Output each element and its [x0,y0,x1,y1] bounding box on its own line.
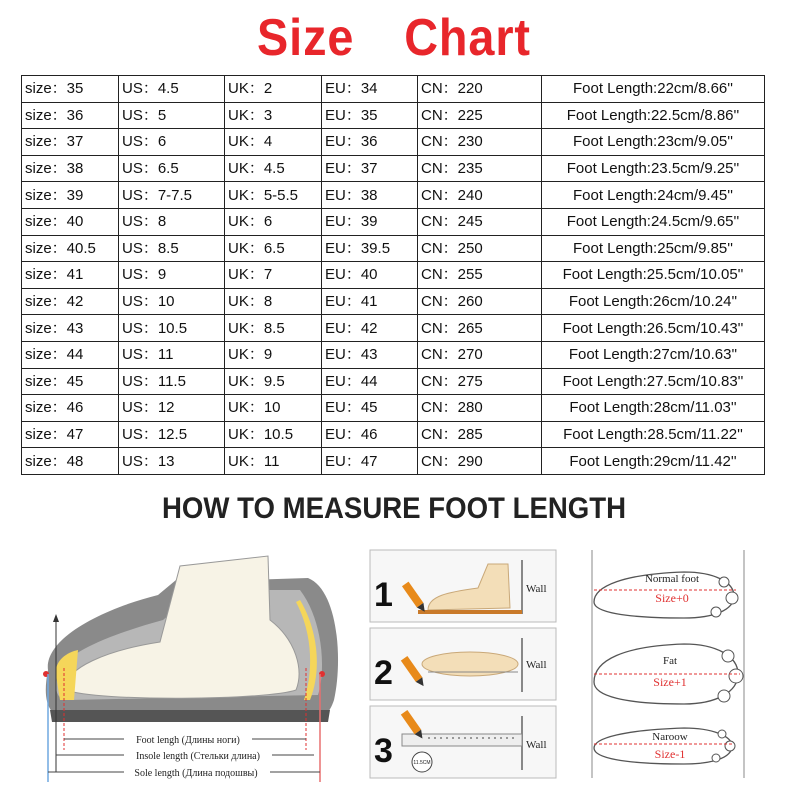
cell-uk: UK：11 [225,448,322,475]
cell-uk: UK：9.5 [225,368,322,395]
table-row [22,341,765,368]
cell-uk: UK：8.5 [225,315,322,342]
foot-type-narrow-name: Naroow [652,731,688,743]
cell-foot-length: Foot Length:25cm/9.85'' [542,235,765,262]
cell-us: US：9 [119,262,225,289]
cell-eu: EU：45 [322,395,418,422]
cell-foot-length: Foot Length:28cm/11.03'' [542,395,765,422]
cell-size: size：46 [22,395,119,422]
cell-cn: CN：240 [418,182,542,209]
cell-us: US：11.5 [119,368,225,395]
cell-us: US：6.5 [119,155,225,182]
step-3-number: 3 [374,732,393,770]
cell-eu: EU：43 [322,341,418,368]
step-2 [370,628,556,700]
cell-size: size：36 [22,102,119,129]
size-chart-title: Size Chart [257,9,531,67]
cell-us: US：10 [119,288,225,315]
cell-eu: EU：47 [322,448,418,475]
cell-us: US：12 [119,395,225,422]
cell-eu: EU：37 [322,155,418,182]
step-3-tag: 11.5CM [413,760,431,766]
cell-uk: UK：3 [225,102,322,129]
cell-eu: EU：39 [322,208,418,235]
cell-cn: CN：220 [418,76,542,103]
cell-eu: EU：39.5 [322,235,418,262]
step-1-number: 1 [374,576,393,614]
table-row [22,129,765,156]
step-2-number: 2 [374,654,393,692]
cell-us: US：12.5 [119,421,225,448]
foot-type-fat-name: Fat [662,655,678,667]
cell-eu: EU：41 [322,288,418,315]
cell-us: US：11 [119,341,225,368]
cell-size: size：37 [22,129,119,156]
table-row [22,395,765,422]
cell-cn: CN：250 [418,235,542,262]
table-row [22,262,765,289]
cell-eu: EU：38 [322,182,418,209]
cell-uk: UK：2 [225,76,322,103]
cell-uk: UK：5-5.5 [225,182,322,209]
table-row [22,448,765,475]
cell-uk: UK：6.5 [225,235,322,262]
measure-steps-panel [368,548,560,780]
cell-size: size：47 [22,421,119,448]
sole-length-label: Sole length (Длина подошвы) [134,768,258,779]
step-3 [370,706,556,778]
table-row [22,155,765,182]
foot-type-normal-name: Normal foot [644,573,700,585]
foot-type-normal-size: Size+0 [655,591,689,605]
cell-cn: CN：245 [418,208,542,235]
cell-size: size：41 [22,262,119,289]
foot-type-narrow [594,728,735,764]
cell-size: size：45 [22,368,119,395]
cell-foot-length: Foot Length:23cm/9.05'' [542,129,765,156]
table-row [22,76,765,103]
cell-cn: CN：235 [418,155,542,182]
table-row [22,182,765,209]
cell-cn: CN：290 [418,448,542,475]
cell-foot-length: Foot Length:22cm/8.66'' [542,76,765,103]
cell-cn: CN：230 [418,129,542,156]
foot-type-fat-size: Size+1 [653,675,687,689]
cell-foot-length: Foot Length:24.5cm/9.65'' [542,208,765,235]
cell-size: size：39 [22,182,119,209]
table-row [22,368,765,395]
cell-us: US：10.5 [119,315,225,342]
cell-size: size：44 [22,341,119,368]
table-row [22,102,765,129]
cell-cn: CN：275 [418,368,542,395]
cell-size: size：42 [22,288,119,315]
cell-foot-length: Foot Length:22.5cm/8.86'' [542,102,765,129]
cell-eu: EU：36 [322,129,418,156]
foot-types-panel [584,546,752,782]
shoe-illustration [46,556,338,722]
table-row [22,208,765,235]
cell-size: size：40.5 [22,235,119,262]
cell-size: size：38 [22,155,119,182]
table-row [22,235,765,262]
cell-uk: UK：4 [225,129,322,156]
step-1-wall-label: Wall [526,583,547,595]
cell-size: size：48 [22,448,119,475]
cell-cn: CN：280 [418,395,542,422]
cell-uk: UK：10 [225,395,322,422]
cell-uk: UK：8 [225,288,322,315]
cell-cn: CN：225 [418,102,542,129]
table-row [22,288,765,315]
cell-foot-length: Foot Length:29cm/11.42'' [542,448,765,475]
cell-cn: CN：270 [418,341,542,368]
foot-type-normal [594,572,738,618]
cell-foot-length: Foot Length:23.5cm/9.25'' [542,155,765,182]
shoe-measure-diagram [38,550,358,784]
size-table [21,75,765,475]
table-row [22,421,765,448]
foot-type-narrow-size: Size-1 [654,747,686,761]
table-row [22,315,765,342]
foot-length-label: Foot lengh (Длины ноги) [136,735,240,746]
cell-us: US：13 [119,448,225,475]
cell-cn: CN：260 [418,288,542,315]
cell-foot-length: Foot Length:28.5cm/11.22'' [542,421,765,448]
cell-us: US：5 [119,102,225,129]
step-1 [370,550,556,622]
cell-size: size：35 [22,76,119,103]
cell-foot-length: Foot Length:27cm/10.63'' [542,341,765,368]
cell-cn: CN：265 [418,315,542,342]
step-2-wall-label: Wall [526,659,547,671]
cell-eu: EU：34 [322,76,418,103]
cell-cn: CN：255 [418,262,542,289]
cell-eu: EU：44 [322,368,418,395]
step-3-wall-label: Wall [526,739,547,751]
cell-eu: EU：40 [322,262,418,289]
foot-type-fat [594,644,743,704]
cell-foot-length: Foot Length:27.5cm/10.83'' [542,368,765,395]
cell-eu: EU：35 [322,102,418,129]
cell-size: size：43 [22,315,119,342]
cell-uk: UK：4.5 [225,155,322,182]
how-to-measure-title: HOW TO MEASURE FOOT LENGTH [161,492,627,525]
cell-eu: EU：42 [322,315,418,342]
cell-size: size：40 [22,208,119,235]
cell-uk: UK：10.5 [225,421,322,448]
cell-eu: EU：46 [322,421,418,448]
insole-length-label: Insole length (Стельки длина) [136,751,260,762]
cell-uk: UK：7 [225,262,322,289]
cell-foot-length: Foot Length:26.5cm/10.43'' [542,315,765,342]
cell-cn: CN：285 [418,421,542,448]
cell-us: US：7-7.5 [119,182,225,209]
cell-us: US：8 [119,208,225,235]
cell-uk: UK：9 [225,341,322,368]
cell-foot-length: Foot Length:24cm/9.45'' [542,182,765,209]
cell-us: US：8.5 [119,235,225,262]
cell-us: US：4.5 [119,76,225,103]
cell-us: US：6 [119,129,225,156]
cell-foot-length: Foot Length:25.5cm/10.05'' [542,262,765,289]
cell-uk: UK：6 [225,208,322,235]
cell-foot-length: Foot Length:26cm/10.24'' [542,288,765,315]
